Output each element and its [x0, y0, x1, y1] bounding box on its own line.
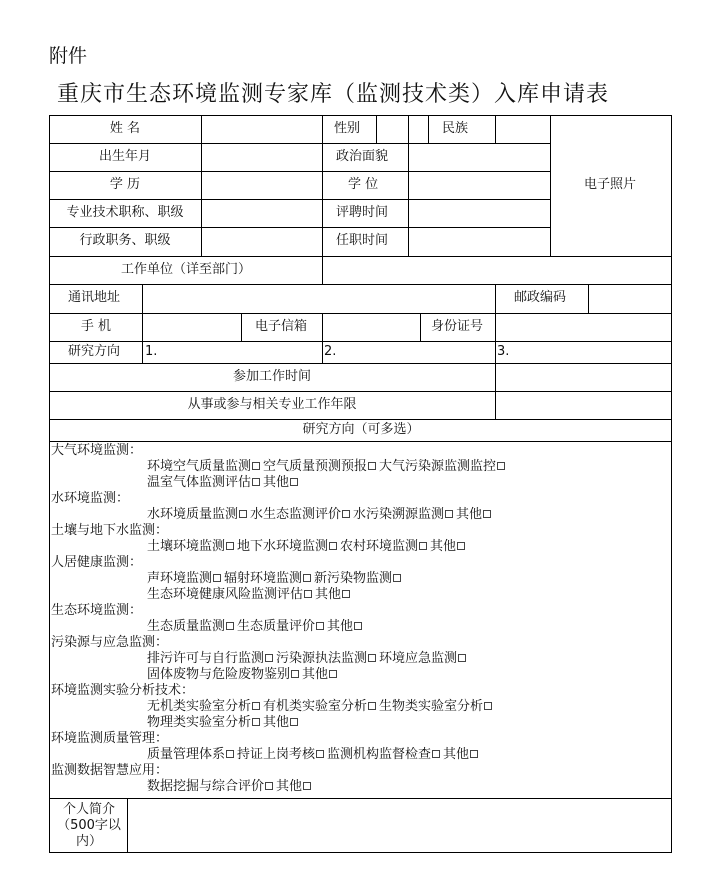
research-option-label: 水污染溯源监测: [353, 507, 445, 522]
checkbox-icon[interactable]: [458, 654, 466, 662]
checkbox-icon[interactable]: [445, 510, 453, 518]
checkbox-icon[interactable]: [497, 462, 505, 470]
research-category: 人居健康监测：: [51, 555, 143, 570]
checkbox-icon[interactable]: [226, 542, 234, 550]
research-category: 环境监测实验分析技术：: [51, 683, 195, 698]
research-category: 水环境监测：: [51, 491, 130, 506]
hire-time-label: 评聘时间: [336, 205, 389, 220]
checkbox-icon[interactable]: [265, 782, 273, 790]
checkbox-icon[interactable]: [213, 574, 221, 582]
checkbox-icon[interactable]: [316, 750, 324, 758]
research-option-line: [51, 571, 669, 587]
research-option-label: 其他: [430, 539, 457, 554]
address-label: 通讯地址: [68, 290, 121, 305]
checkbox-icon[interactable]: [483, 510, 491, 518]
col-divider: [588, 284, 589, 313]
col-divider: [127, 798, 128, 852]
research-option-label: 有机类实验室分析: [263, 699, 368, 714]
col-divider: [550, 116, 551, 256]
research-option-label: 环境空气质量监测: [147, 459, 252, 474]
col-divider: [408, 116, 409, 256]
politics-label: 政治面貌: [336, 149, 389, 164]
research-option-label: 声环境监测: [147, 571, 213, 586]
col-divider: [428, 116, 429, 143]
research-option-label: 农村环境监测: [340, 539, 419, 554]
research-option-line: [51, 539, 669, 555]
research-option-label: 新污染物监测: [314, 571, 393, 586]
title-rank-label: 专业技术职称、职级: [66, 205, 184, 220]
research-option-label: 其他: [263, 475, 290, 490]
name-label: 姓 名: [109, 121, 141, 136]
checkbox-icon[interactable]: [368, 462, 376, 470]
checkbox-icon[interactable]: [457, 542, 465, 550]
research-option-label: 环境应急监测: [379, 651, 458, 666]
research-options: [51, 443, 669, 795]
research-option-line: [51, 651, 669, 667]
checkbox-icon[interactable]: [291, 670, 299, 678]
row-divider: [50, 171, 550, 172]
research-category: 土壤与地下水监测：: [51, 523, 169, 538]
photo-label: 电子照片: [584, 177, 637, 192]
row-divider: [50, 256, 671, 257]
checkbox-icon[interactable]: [329, 670, 337, 678]
mobile-label: 手 机: [80, 319, 112, 334]
research-option-label: 监测机构监督检查: [327, 747, 432, 762]
research-category: 生态环境监测：: [51, 603, 143, 618]
col-divider: [420, 313, 421, 341]
application-form: [49, 115, 672, 853]
research-option-label: 生物类实验室分析: [379, 699, 484, 714]
work-unit-label: 工作单位（详至部门）: [120, 262, 252, 277]
checkbox-icon[interactable]: [368, 702, 376, 710]
research-option-label: 污染源执法监测: [276, 651, 368, 666]
research-option-line: [51, 715, 669, 731]
research-option-label: 数据挖掘与综合评价: [147, 779, 265, 794]
col-divider: [322, 313, 323, 363]
research-option-label: 其他: [327, 619, 354, 634]
research-option-label: 持证上岗考核: [237, 747, 316, 762]
research-option-label: 空气质量预测预报: [263, 459, 368, 474]
attachment-label: 附件: [49, 45, 88, 67]
row-divider: [50, 313, 671, 314]
research-option-label: 生态环境健康风险监测评估: [147, 587, 304, 602]
research-category: 监测数据智慧应用：: [51, 763, 169, 778]
checkbox-icon[interactable]: [354, 622, 362, 630]
admin-post-label: 行政职务、职级: [79, 233, 171, 248]
research-option-line: [51, 507, 669, 523]
checkbox-icon[interactable]: [252, 462, 260, 470]
col-divider: [142, 284, 143, 363]
checkbox-icon[interactable]: [252, 478, 260, 486]
research-dir-3: 3.: [497, 344, 510, 359]
checkbox-icon[interactable]: [329, 542, 337, 550]
appoint-time-label: 任职时间: [336, 233, 389, 248]
row-divider: [50, 284, 671, 285]
row-divider: [50, 341, 671, 342]
checkbox-icon[interactable]: [303, 782, 311, 790]
research-option-label: 其他: [443, 747, 470, 762]
ethnicity-label: 民族: [442, 121, 469, 136]
col-divider: [201, 116, 202, 256]
research-dir-2: 2.: [324, 344, 337, 359]
degree-label: 学 位: [348, 177, 379, 192]
checkbox-icon[interactable]: [239, 510, 247, 518]
checkbox-icon[interactable]: [303, 574, 311, 582]
research-dir-label: 研究方向: [68, 344, 121, 359]
checkbox-icon[interactable]: [470, 750, 478, 758]
row-divider: [50, 199, 550, 200]
col-divider: [241, 313, 242, 341]
research-option-label: 其他: [263, 715, 290, 730]
col-divider: [495, 284, 496, 313]
checkbox-icon[interactable]: [226, 622, 234, 630]
row-divider: [50, 441, 671, 442]
checkbox-icon[interactable]: [393, 574, 401, 582]
research-option-line: [51, 459, 669, 475]
col-divider: [495, 363, 496, 419]
research-option-label: 其他: [276, 779, 303, 794]
checkbox-icon[interactable]: [265, 654, 273, 662]
id-number-label: 身份证号: [431, 319, 484, 334]
education-label: 学 历: [109, 177, 141, 192]
intro-label: 个人简介（500字以内）: [57, 802, 121, 849]
research-option-line: [51, 699, 669, 715]
col-divider: [495, 313, 496, 363]
research-category: 环境监测质量管理：: [51, 731, 169, 746]
research-category: 大气环境监测：: [51, 443, 143, 458]
research-option-label: 生态质量监测: [147, 619, 226, 634]
research-option-label: 土壤环境监测: [147, 539, 226, 554]
checkbox-icon[interactable]: [252, 702, 260, 710]
checkbox-icon[interactable]: [252, 718, 260, 726]
checkbox-icon[interactable]: [304, 590, 312, 598]
checkbox-icon[interactable]: [290, 478, 298, 486]
form-title: 重庆市生态环境监测专家库（监测技术类）入库申请表: [57, 82, 610, 107]
research-option-line: [51, 747, 669, 763]
row-divider: [50, 391, 671, 392]
checkbox-icon[interactable]: [342, 590, 350, 598]
research-option-line: [51, 587, 669, 603]
research-option-label: 水生态监测评价: [250, 507, 342, 522]
research-option-label: 固体废物与危险废物鉴别: [147, 667, 291, 682]
research-option-line: [51, 667, 669, 683]
row-divider: [50, 419, 671, 420]
research-option-label: 大气污染源监测监控: [379, 459, 497, 474]
research-option-label: 其他: [302, 667, 329, 682]
checkbox-icon[interactable]: [419, 542, 427, 550]
research-option-label: 地下水环境监测: [237, 539, 329, 554]
research-option-label: 生态质量评价: [237, 619, 316, 634]
birth-label: 出生年月: [98, 149, 152, 164]
research-option-label: 排污许可与自行监测: [147, 651, 265, 666]
checkbox-icon[interactable]: [226, 750, 234, 758]
work-start-label: 参加工作时间: [232, 369, 312, 384]
col-divider: [376, 116, 377, 143]
col-divider: [322, 116, 323, 284]
research-option-line: [51, 619, 669, 635]
checkbox-icon[interactable]: [290, 718, 298, 726]
research-option-label: 水环境质量监测: [147, 507, 239, 522]
research-option-label: 无机类实验室分析: [147, 699, 252, 714]
row-divider: [50, 798, 671, 799]
research-option-label: 质量管理体系: [147, 747, 226, 762]
checkbox-icon[interactable]: [368, 654, 376, 662]
col-divider: [495, 116, 496, 143]
research-option-label: 其他: [315, 587, 342, 602]
research-dir-1: 1.: [145, 344, 158, 359]
gender-label: 性别: [334, 121, 361, 136]
row-divider: [50, 363, 671, 364]
checkbox-icon[interactable]: [432, 750, 440, 758]
checkbox-icon[interactable]: [316, 622, 324, 630]
research-option-label: 温室气体监测评估: [147, 475, 252, 490]
research-option-line: [51, 475, 669, 491]
research-option-label: 辐射环境监测: [224, 571, 303, 586]
checkbox-icon[interactable]: [484, 702, 492, 710]
research-multi-label: 研究方向（可多选）: [302, 422, 420, 437]
row-divider: [50, 227, 550, 228]
email-label: 电子信箱: [255, 319, 308, 334]
research-category: 污染源与应急监测：: [51, 635, 169, 650]
postcode-label: 邮政编码: [514, 290, 567, 305]
row-divider: [50, 143, 550, 144]
research-option-label: 物理类实验室分析: [147, 715, 252, 730]
research-option-line: [51, 779, 669, 795]
years-label: 从事或参与相关专业工作年限: [187, 397, 357, 412]
checkbox-icon[interactable]: [342, 510, 350, 518]
research-option-label: 其他: [456, 507, 483, 522]
